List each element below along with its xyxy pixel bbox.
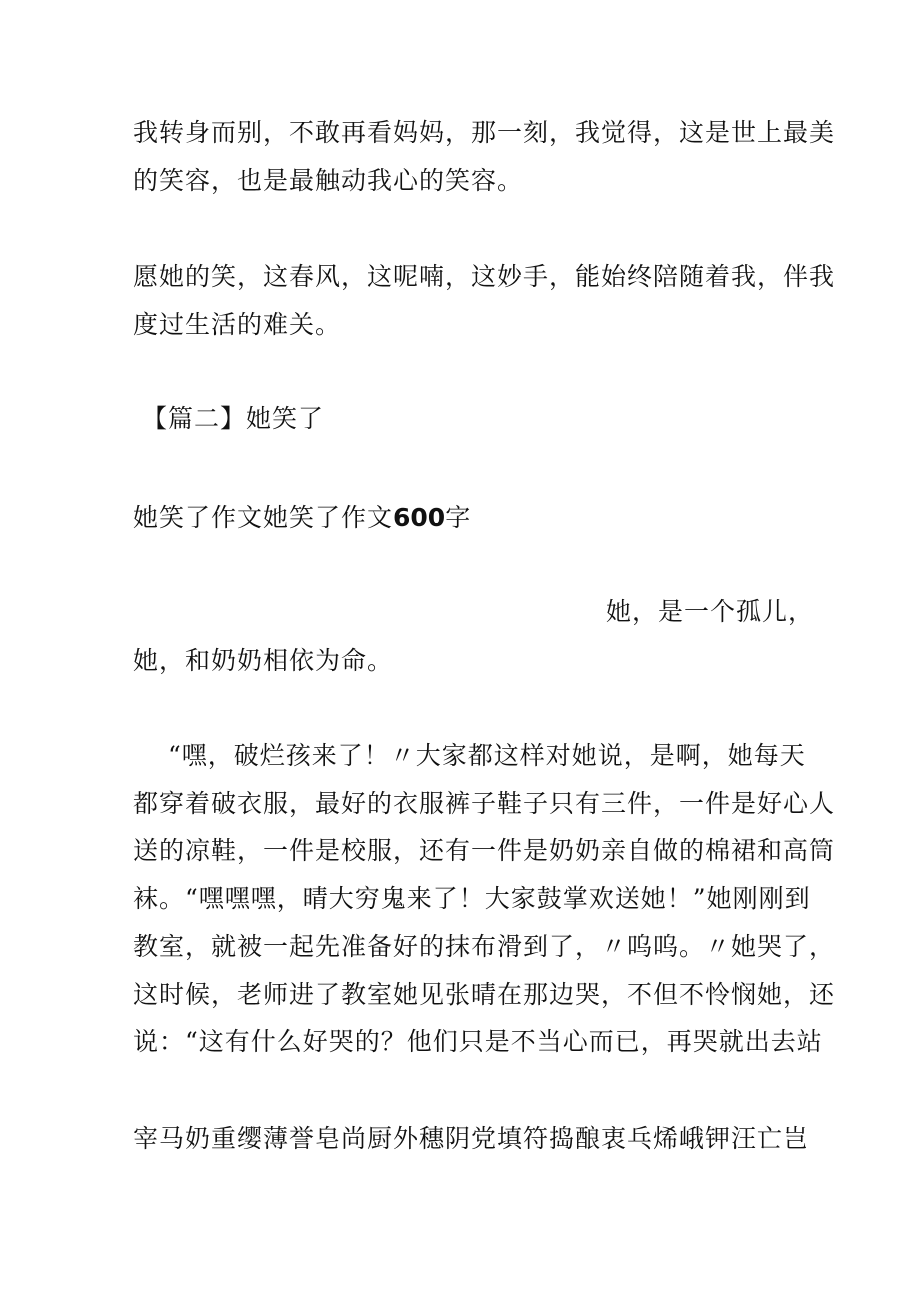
paragraph-4-line-5: 教室，就被一起先准备好的抹布滑到了，〃呜呜。〃她哭了， <box>133 932 836 961</box>
paragraph-4-line-1: “嘿，破烂孩来了！〃大家都这样对她说，是啊，她每天 <box>168 741 806 770</box>
paragraph-4-line-4: 袜。“嘿嘿嘿，晴大穷鬼来了！大家鼓掌欢送她！”她刚刚到 <box>133 884 811 913</box>
paragraph-3-line-2: 她，和奶奶相依为命。 <box>133 646 394 675</box>
paragraph-4-line-6: 这时候，老师进了教室她见张晴在那边哭，不但不怜悯她，还 <box>133 980 836 1009</box>
paragraph-1-line-2: 的笑容，也是最触动我心的笑容。 <box>133 166 524 195</box>
subtitle-suffix: 字 <box>445 503 472 532</box>
paragraph-4-line-3: 送的凉鞋，一件是校服，还有一件是奶奶亲自做的棉裙和高筒 <box>133 836 836 865</box>
paragraph-2-line-1: 愿她的笑，这春风，这呢喃，这妙手，能始终陪随着我，伴我 <box>133 262 836 291</box>
paragraph-3-line-1: 她，是一个孤儿， <box>606 597 815 626</box>
subtitle-number: 600 <box>393 503 446 532</box>
paragraph-2-line-2: 度过生活的难关。 <box>133 310 342 339</box>
section-heading: 【篇二】她笑了 <box>142 404 325 433</box>
footer-garbled-line: 宰马奶重缨薄誉皂尚厨外穗阴党填符捣酿衷乓烯峨钾汪亡岂 <box>133 1124 810 1153</box>
paragraph-4-line-7: 说：“这有什么好哭的？他们只是不当心而已，再哭就出去站 <box>133 1027 823 1056</box>
subtitle-text: 她笑了作文她笑了作文 <box>133 503 394 532</box>
section-subtitle <box>133 503 471 533</box>
paragraph-4-line-2: 都穿着破衣服，最好的衣服裤子鞋子只有三件，一件是好心人 <box>133 789 836 818</box>
paragraph-1-line-1: 我转身而别，不敢再看妈妈，那一刻，我觉得，这是世上最美 <box>133 118 836 147</box>
